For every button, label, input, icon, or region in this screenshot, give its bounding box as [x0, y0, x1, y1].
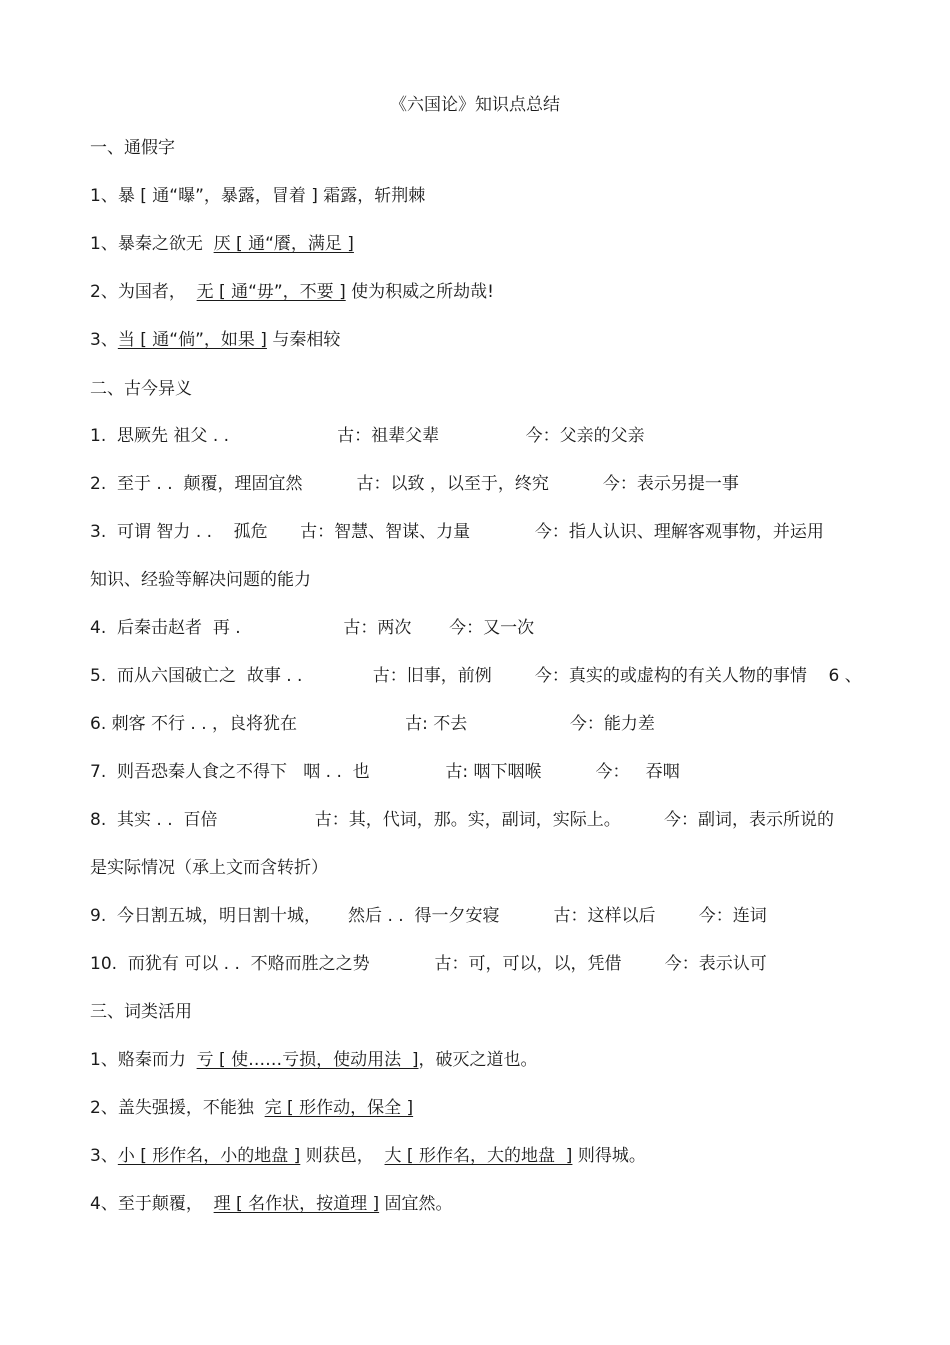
line-text: ，破灭之道也。: [418, 1050, 538, 1070]
line-text: 4. 后秦击赵者 再 . 古：两次 今：又一次: [90, 618, 535, 638]
text-line: [90, 713, 655, 735]
text-line: [90, 905, 767, 927]
line-text: 2、盖失强援，不能独: [90, 1098, 265, 1118]
line-text: 8. 其实 . . 百倍 古：其，代词，那。实，副词，实际上。 今：副词，表示所说的: [90, 810, 834, 830]
text-line: [90, 521, 824, 543]
document-title: 《六国论》知识点总结: [390, 95, 560, 115]
text-line: [90, 761, 680, 783]
text-line: [90, 1001, 192, 1023]
line-text: 1. 思厥先 祖父 . . 古：祖辈父辈 今：父亲的父亲: [90, 426, 645, 446]
line-text: 3、: [90, 1146, 118, 1166]
line-text: 一、通假字: [90, 138, 175, 158]
text-line: [90, 1193, 453, 1215]
text-line: [90, 809, 834, 831]
annotated-term: 当 [ 通“倘”，如果 ]: [117, 330, 267, 350]
text-line: [90, 281, 494, 303]
line-text: 2. 至于 . . 颠覆，理固宜然 古：以致 ，以至于，终究 今：表示另提一事: [90, 474, 739, 494]
text-line: [90, 473, 739, 495]
annotated-term: 亏 [ 使……亏损，使动用法 ]: [196, 1050, 419, 1070]
text-line: [90, 1145, 646, 1167]
line-text: 则得城。: [572, 1146, 646, 1166]
text-line: [90, 233, 354, 255]
line-text: 4、至于颠覆，: [90, 1194, 214, 1214]
line-text: 是实际情况（承上文而含转折）: [90, 858, 328, 878]
line-text: 5. 而从六国破亡之 故事 . . 古：旧事，前例 今：真实的或虚构的有关人物的事情 6 、: [90, 666, 862, 686]
text-line: [90, 329, 340, 351]
line-text: 7. 则吾恐秦人食之不得下 咽 . . 也 古: 咽下咽喉 今： 吞咽: [90, 762, 680, 782]
text-line: [90, 617, 534, 639]
line-text: 知识、经验等解决问题的能力: [90, 570, 311, 590]
line-text: 3、: [90, 330, 118, 350]
text-line: [90, 137, 175, 159]
line-text: 固宜然。: [379, 1194, 453, 1214]
text-line: [90, 425, 645, 447]
text-line: [90, 1097, 413, 1119]
line-text: 则获邑，: [300, 1146, 385, 1166]
line-text: 与秦相较: [266, 330, 341, 350]
text-line: [90, 953, 767, 975]
line-text: 3. 可谓 智力 . . 孤危 古：智慧、智谋、力量 今：指人认识、理解客观事物，并运用: [90, 522, 824, 542]
line-text: 三、词类活用: [90, 1002, 192, 1022]
annotated-term: 厌 [ 通“餍，满足 ]: [213, 234, 354, 254]
text-line: [90, 1049, 538, 1071]
line-text: 9. 今日割五城，明日割十城， 然后 . . 得一夕安寝 古：这样以后 今：连词: [90, 906, 767, 926]
text-line: [90, 185, 425, 207]
line-text: 1、暴 [ 通“曝”，暴露，冒着 ] 霜露，斩荆棘: [90, 186, 426, 206]
line-text: 6. 刺客 不行 . . ，良将犹在 古: 不去 今：能力差: [90, 714, 655, 734]
line-text: 2、为国者，: [90, 282, 197, 302]
annotated-term: 无 [ 通“毋”，不要 ]: [196, 282, 346, 302]
text-line: [90, 569, 311, 591]
text-line: [90, 857, 328, 879]
line-text: 1、暴秦之欲无: [90, 234, 214, 254]
annotated-term: 大 [ 形作名，大的地盘 ]: [384, 1146, 573, 1166]
line-text: 10. 而犹有 可以 . . 不赂而胜之之势 古：可，可以，以，凭借 今：表示认可: [90, 954, 767, 974]
annotated-term: 小 [ 形作名，小的地盘 ]: [117, 1146, 301, 1166]
line-text: 二、古今异义: [90, 379, 192, 399]
line-text: 1、赂秦而力: [90, 1050, 197, 1070]
line-text: 使为积威之所劫哉!: [345, 282, 494, 302]
annotated-term: 理 [ 名作状，按道理 ]: [213, 1194, 380, 1214]
annotated-term: 完 [ 形作动，保全 ]: [264, 1098, 414, 1118]
text-line: [90, 665, 862, 687]
text-line: [90, 378, 192, 400]
